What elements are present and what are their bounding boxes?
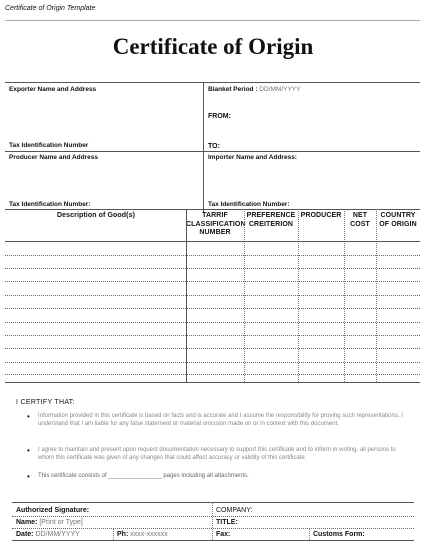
goods-header-net-cost: NET COST	[350, 212, 370, 228]
blanket-period-placeholder: DD/MM/YYYY	[259, 86, 301, 93]
from-label: FROM:	[208, 113, 231, 120]
caption-divider	[5, 20, 420, 21]
goods-row-line	[5, 348, 420, 349]
producer-name-label: Producer Name and Address	[9, 154, 98, 161]
goods-header-tariff: TARRIF CLASSIFICATION NUMBER	[186, 212, 246, 236]
goods-row-line	[5, 362, 420, 363]
producer-section-border	[5, 151, 420, 152]
signature-row-line	[12, 516, 414, 517]
signature-col-divider	[113, 528, 114, 540]
signature-col-divider	[212, 502, 213, 540]
goods-table-bottom-border	[5, 382, 420, 383]
name-label: Name:	[16, 519, 38, 526]
customs-form-label: Customs Form:	[313, 531, 365, 538]
company-label: COMPANY:	[216, 507, 253, 514]
certify-heading: I CERTIFY THAT:	[16, 399, 75, 406]
goods-row-line	[5, 268, 420, 269]
authorized-signature-label: Authorized Signature:	[16, 507, 90, 514]
goods-row-line	[5, 308, 420, 309]
phone-field[interactable]	[117, 531, 168, 538]
section-vertical-divider	[203, 82, 204, 213]
certify-item: I agree to maintain and present upon request documentation necessary to support this certificate and to inform in writing, all persons to whom this certificate was given of any changes that could affect accuracy or validity of this certificate.	[38, 447, 396, 461]
goods-row-line	[5, 295, 420, 296]
bullet-icon: •	[27, 412, 30, 421]
goods-row-line	[5, 374, 420, 375]
date-placeholder: DD/MM/YYYY	[35, 531, 80, 538]
goods-table-top-border	[5, 209, 420, 210]
producer-tax-label: Tax Identification Number:	[9, 201, 91, 208]
certify-item: This certificate consists of ________________ pages including all attachments.	[38, 473, 249, 479]
importer-name-label: Importer Name and Address:	[208, 154, 297, 161]
bullet-icon: •	[27, 446, 30, 455]
fax-label: Fax:	[216, 531, 231, 538]
goods-row-line	[5, 322, 420, 323]
phone-label: Ph:	[117, 531, 129, 538]
signature-col-divider	[309, 528, 310, 540]
blanket-period-field[interactable]	[208, 86, 300, 93]
template-caption: Certificate of Origin Template	[5, 5, 96, 12]
exporter-tax-label: Tax Identification Number	[9, 142, 89, 149]
section-top-border	[5, 82, 420, 83]
name-field[interactable]	[16, 519, 83, 526]
goods-row-line	[5, 335, 420, 336]
page-title: Certificate of Origin	[112, 34, 314, 59]
name-placeholder: [Print or Type]	[39, 519, 83, 526]
goods-row-line	[5, 281, 420, 282]
date-field[interactable]	[16, 531, 80, 538]
goods-header-border	[5, 241, 420, 242]
phone-placeholder: xxxx-xxxxxx	[130, 531, 168, 538]
bullet-icon: •	[27, 472, 30, 481]
date-label: Date:	[16, 531, 34, 538]
importer-tax-label: Tax Identification Number:	[208, 201, 290, 208]
goods-header-description: Description of Good(s)	[56, 212, 136, 219]
certify-item: Information provided in this certificate is based on facts and is accurate and I assume the responsibility for proving such representations. I understand that I am liable for any false statement or material omission made on or in context with this document.	[38, 413, 403, 427]
goods-header-preference: PREFERENCE CREITERION	[246, 212, 296, 228]
to-label: TO:	[208, 143, 220, 150]
signature-bottom-border	[12, 540, 414, 541]
goods-header-producer: PRODUCER	[300, 212, 342, 219]
goods-header-country: COUNTRY OF ORIGIN	[379, 212, 417, 228]
goods-row-line	[5, 255, 420, 256]
exporter-name-label: Exporter Name and Address	[9, 86, 97, 93]
blanket-period-label: Blanket Period :	[208, 86, 258, 93]
signature-row-line	[12, 528, 414, 529]
title-label: TITLE:	[216, 519, 238, 526]
signature-top-border	[12, 502, 414, 503]
